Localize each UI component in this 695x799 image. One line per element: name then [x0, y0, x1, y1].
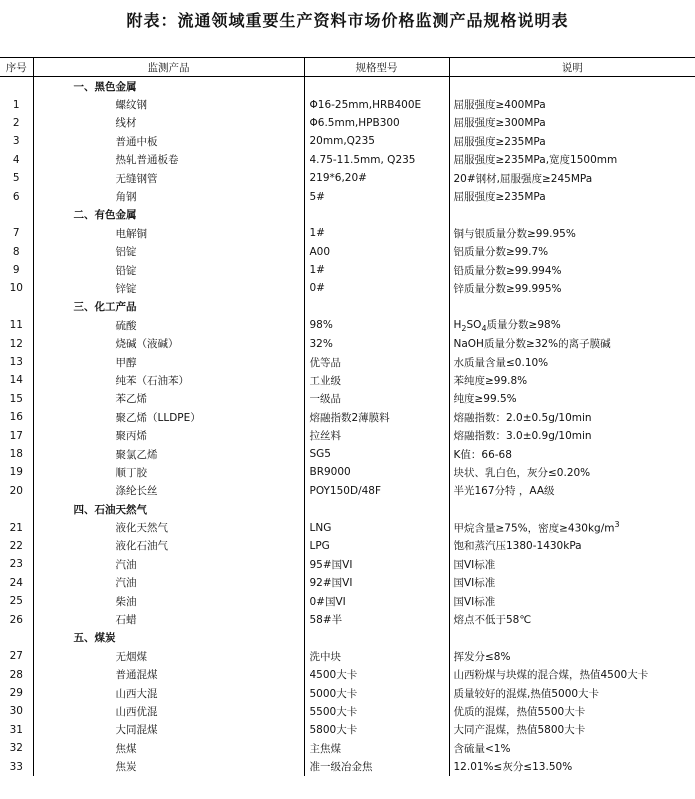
category-row	[0, 298, 695, 316]
table-row	[0, 316, 695, 334]
category-no-cell	[0, 500, 33, 518]
spec-model: BR9000	[304, 463, 449, 481]
table-row	[0, 169, 695, 187]
row-number: 29	[9, 687, 23, 700]
category-name: 二、有色金属	[33, 206, 304, 224]
description: 水质量含量≤0.10%	[449, 353, 695, 371]
table-body	[0, 77, 695, 776]
category-name: 四、石油天然气	[33, 500, 304, 518]
row-number: 31	[9, 723, 23, 736]
description: 屈服强度≥400MPa	[449, 95, 695, 113]
description: 屈服强度≥300MPa	[449, 114, 695, 132]
description: 含硫量<1%	[449, 739, 695, 757]
row-number: 24	[9, 576, 23, 589]
spec-model: 58#半	[304, 610, 449, 628]
product-name: 汽油	[33, 555, 304, 573]
product-name: 螺纹钢	[33, 95, 304, 113]
table-row	[0, 390, 695, 408]
description: 熔融指数：3.0±0.9g/10min	[449, 426, 695, 444]
description: 屈服强度≥235MPa	[449, 132, 695, 150]
description: 国VI标准	[449, 555, 695, 573]
table-row	[0, 445, 695, 463]
row-number: 11	[9, 319, 23, 332]
row-number: 14	[9, 374, 23, 387]
product-name: 电解铜	[33, 224, 304, 242]
product-name: 汽油	[33, 574, 304, 592]
category-no-cell	[0, 77, 33, 96]
category-spec-cell	[304, 629, 449, 647]
spec-model: 0#国VI	[304, 592, 449, 610]
product-name: 锌锭	[33, 279, 304, 297]
product-name: 普通混煤	[33, 666, 304, 684]
category-name: 三、化工产品	[33, 298, 304, 316]
product-name: 柴油	[33, 592, 304, 610]
category-row	[0, 77, 695, 96]
table-row	[0, 426, 695, 444]
category-no-cell	[0, 629, 33, 647]
spec-model: POY150D/48F	[304, 482, 449, 500]
note-subscript: 2	[461, 324, 467, 334]
description: 苯纯度≥99.8%	[449, 371, 695, 389]
product-name: 山西优混	[33, 702, 304, 720]
category-spec-cell	[304, 77, 449, 96]
table-row	[0, 151, 695, 169]
table-row	[0, 757, 695, 775]
table-row	[0, 353, 695, 371]
table-row	[0, 702, 695, 720]
table-row	[0, 518, 695, 536]
product-name: 无缝钢管	[33, 169, 304, 187]
product-name: 铅锭	[33, 261, 304, 279]
table-row	[0, 132, 695, 150]
table-row	[0, 666, 695, 684]
table-row	[0, 371, 695, 389]
spec-model: 95#国VI	[304, 555, 449, 573]
row-number: 1	[12, 98, 20, 111]
note-subscript: 4	[481, 324, 487, 334]
spec-model: 20mm,Q235	[304, 132, 449, 150]
product-name: 焦煤	[33, 739, 304, 757]
row-number: 22	[9, 539, 23, 552]
spec-model: 92#国VI	[304, 574, 449, 592]
category-no-cell	[0, 298, 33, 316]
description: 屈服强度≥235MPa,宽度1500mm	[449, 151, 695, 169]
note-superscript: 3	[614, 519, 620, 529]
spec-model: 5000大卡	[304, 684, 449, 702]
spec-model: 一级品	[304, 390, 449, 408]
spec-model: 32%	[304, 334, 449, 352]
product-name: 铝锭	[33, 243, 304, 261]
row-number: 8	[12, 245, 20, 258]
table-row	[0, 95, 695, 113]
row-number: 16	[9, 411, 23, 424]
row-number: 18	[9, 448, 23, 460]
spec-table	[0, 57, 695, 776]
spec-model: Φ16-25mm,HRB400E	[304, 95, 449, 113]
spec-model: 优等品	[304, 353, 449, 371]
row-number: 27	[9, 650, 23, 663]
description: 国VI标准	[449, 592, 695, 610]
spec-model: A00	[304, 243, 449, 261]
category-note-cell	[449, 500, 695, 518]
row-number: 32	[9, 742, 23, 755]
row-number: 15	[9, 392, 23, 405]
product-name: 纯苯（石油苯）	[33, 371, 304, 389]
row-number: 17	[9, 429, 23, 442]
table-row	[0, 592, 695, 610]
description: 纯度≥99.5%	[449, 390, 695, 408]
product-name: 涤纶长丝	[33, 482, 304, 500]
category-spec-cell	[304, 298, 449, 316]
description: 大同产混煤，热值5800大卡	[449, 721, 695, 739]
spec-model: SG5	[304, 445, 449, 463]
row-number: 25	[9, 595, 23, 608]
category-no-cell	[0, 206, 33, 224]
product-name: 液化石油气	[33, 537, 304, 555]
description: 山西粉煤与块煤的混合煤，热值4500大卡	[449, 666, 695, 684]
spec-model: 219*6,20#	[304, 169, 449, 187]
table-row	[0, 334, 695, 352]
product-name: 山西大混	[33, 684, 304, 702]
spec-model: 工业级	[304, 371, 449, 389]
spec-model: 4500大卡	[304, 666, 449, 684]
spec-model: 98%	[304, 316, 449, 334]
table-row	[0, 555, 695, 573]
product-name: 聚丙烯	[33, 426, 304, 444]
table-row	[0, 739, 695, 757]
row-number: 21	[9, 521, 23, 534]
table-row	[0, 647, 695, 665]
category-spec-cell	[304, 206, 449, 224]
spec-model: 0#	[304, 279, 449, 297]
row-number: 10	[9, 282, 23, 295]
table-header-row	[0, 58, 695, 77]
product-name: 大同混煤	[33, 721, 304, 739]
spec-model: 主焦煤	[304, 739, 449, 757]
row-number: 30	[9, 705, 23, 718]
product-name: 硫酸	[33, 316, 304, 334]
description: 优质的混煤，热值5500大卡	[449, 702, 695, 720]
header-note: 说明	[449, 58, 695, 77]
category-note-cell	[449, 77, 695, 96]
note-text: H	[453, 319, 462, 332]
description: 质量较好的混煤,热值5000大卡	[449, 684, 695, 702]
spec-model: 5500大卡	[304, 702, 449, 720]
table-row	[0, 279, 695, 297]
description: 铅质量分数≥99.994%	[449, 261, 695, 279]
product-name: 苯乙烯	[33, 390, 304, 408]
header-spec: 规格型号	[304, 58, 449, 77]
spec-model: Φ6.5mm,HPB300	[304, 114, 449, 132]
category-spec-cell	[304, 500, 449, 518]
table-row	[0, 482, 695, 500]
table-row	[0, 261, 695, 279]
note-text: 质量分数≥98%	[486, 319, 561, 332]
note-text: SO	[466, 319, 482, 332]
table-row	[0, 114, 695, 132]
category-name: 五、煤炭	[33, 629, 304, 647]
product-name: 角钢	[33, 187, 304, 205]
product-name: 顺丁胶	[33, 463, 304, 481]
row-number: 3	[12, 135, 20, 148]
description: 12.01%≤灰分≤13.50%	[449, 757, 695, 775]
row-number: 6	[12, 190, 20, 203]
description: 锌质量分数≥99.995%	[449, 279, 695, 297]
table-row	[0, 243, 695, 261]
product-name: 甲醇	[33, 353, 304, 371]
table-row	[0, 463, 695, 481]
row-number: 12	[9, 337, 23, 350]
category-note-cell	[449, 206, 695, 224]
product-name: 普通中板	[33, 132, 304, 150]
description: 屈服强度≥235MPa	[449, 187, 695, 205]
product-name: 液化天然气	[33, 518, 304, 536]
row-number: 20	[9, 484, 23, 497]
row-number: 33	[9, 760, 23, 773]
category-row	[0, 206, 695, 224]
description: 挥发分≤8%	[449, 647, 695, 665]
spec-model: 熔融指数2薄膜料	[304, 408, 449, 426]
description	[449, 518, 695, 536]
spec-model: 5#	[304, 187, 449, 205]
spec-model: 4.75-11.5mm, Q235	[304, 151, 449, 169]
product-name: 石蜡	[33, 610, 304, 628]
row-number: 13	[9, 356, 23, 369]
product-name: 烧碱（液碱）	[33, 334, 304, 352]
category-name: 一、黑色金属	[33, 77, 304, 96]
spec-model: 拉丝料	[304, 426, 449, 444]
table-row	[0, 684, 695, 702]
description: 熔点不低于58℃	[449, 610, 695, 628]
row-number: 19	[9, 466, 23, 479]
description: 熔融指数：2.0±0.5g/10min	[449, 408, 695, 426]
spec-model: 准一级冶金焦	[304, 757, 449, 775]
row-number: 28	[9, 668, 23, 681]
row-number: 26	[9, 613, 23, 626]
spec-model: LNG	[304, 518, 449, 536]
spec-model: 洗中块	[304, 647, 449, 665]
description: 铝质量分数≥99.7%	[449, 243, 695, 261]
description: K值：66-68	[449, 445, 695, 463]
spec-model: LPG	[304, 537, 449, 555]
table-row	[0, 187, 695, 205]
table-row	[0, 574, 695, 592]
row-number: 4	[12, 153, 20, 166]
spec-model: 1#	[304, 261, 449, 279]
description: 饱和蒸汽压1380-1430kPa	[449, 537, 695, 555]
product-name: 无烟煤	[33, 647, 304, 665]
product-name: 聚氯乙烯	[33, 445, 304, 463]
description: 块状、乳白色，灰分≤0.20%	[449, 463, 695, 481]
description: 20#钢材,屈服强度≥245MPa	[449, 169, 695, 187]
category-note-cell	[449, 629, 695, 647]
row-number: 5	[12, 172, 20, 185]
row-number: 7	[12, 227, 20, 240]
product-name: 焦炭	[33, 757, 304, 775]
table-row	[0, 224, 695, 242]
page-title: 附表：流通领域重要生产资料市场价格监测产品规格说明表	[126, 11, 569, 30]
category-note-cell	[449, 298, 695, 316]
description: 国VI标准	[449, 574, 695, 592]
table-row	[0, 537, 695, 555]
product-name: 热轧普通板卷	[33, 151, 304, 169]
table-row	[0, 408, 695, 426]
description	[449, 316, 695, 334]
table-row	[0, 610, 695, 628]
note-text: 甲烷含量≥75%，密度≥430kg/m	[453, 522, 615, 535]
header-no: 序号	[0, 58, 33, 77]
table-row	[0, 721, 695, 739]
spec-model: 5800大卡	[304, 721, 449, 739]
category-row	[0, 629, 695, 647]
row-number: 23	[9, 558, 23, 571]
description: 半光167分特 ，AA级	[449, 482, 695, 500]
product-name: 线材	[33, 114, 304, 132]
row-number: 9	[12, 264, 20, 277]
description: 铜与银质量分数≥99.95%	[449, 224, 695, 242]
product-name: 聚乙烯（LLDPE）	[33, 408, 304, 426]
category-row	[0, 500, 695, 518]
header-product: 监测产品	[33, 58, 304, 77]
description: NaOH质量分数≥32%的离子膜碱	[449, 334, 695, 352]
spec-model: 1#	[304, 224, 449, 242]
row-number: 2	[12, 116, 20, 129]
